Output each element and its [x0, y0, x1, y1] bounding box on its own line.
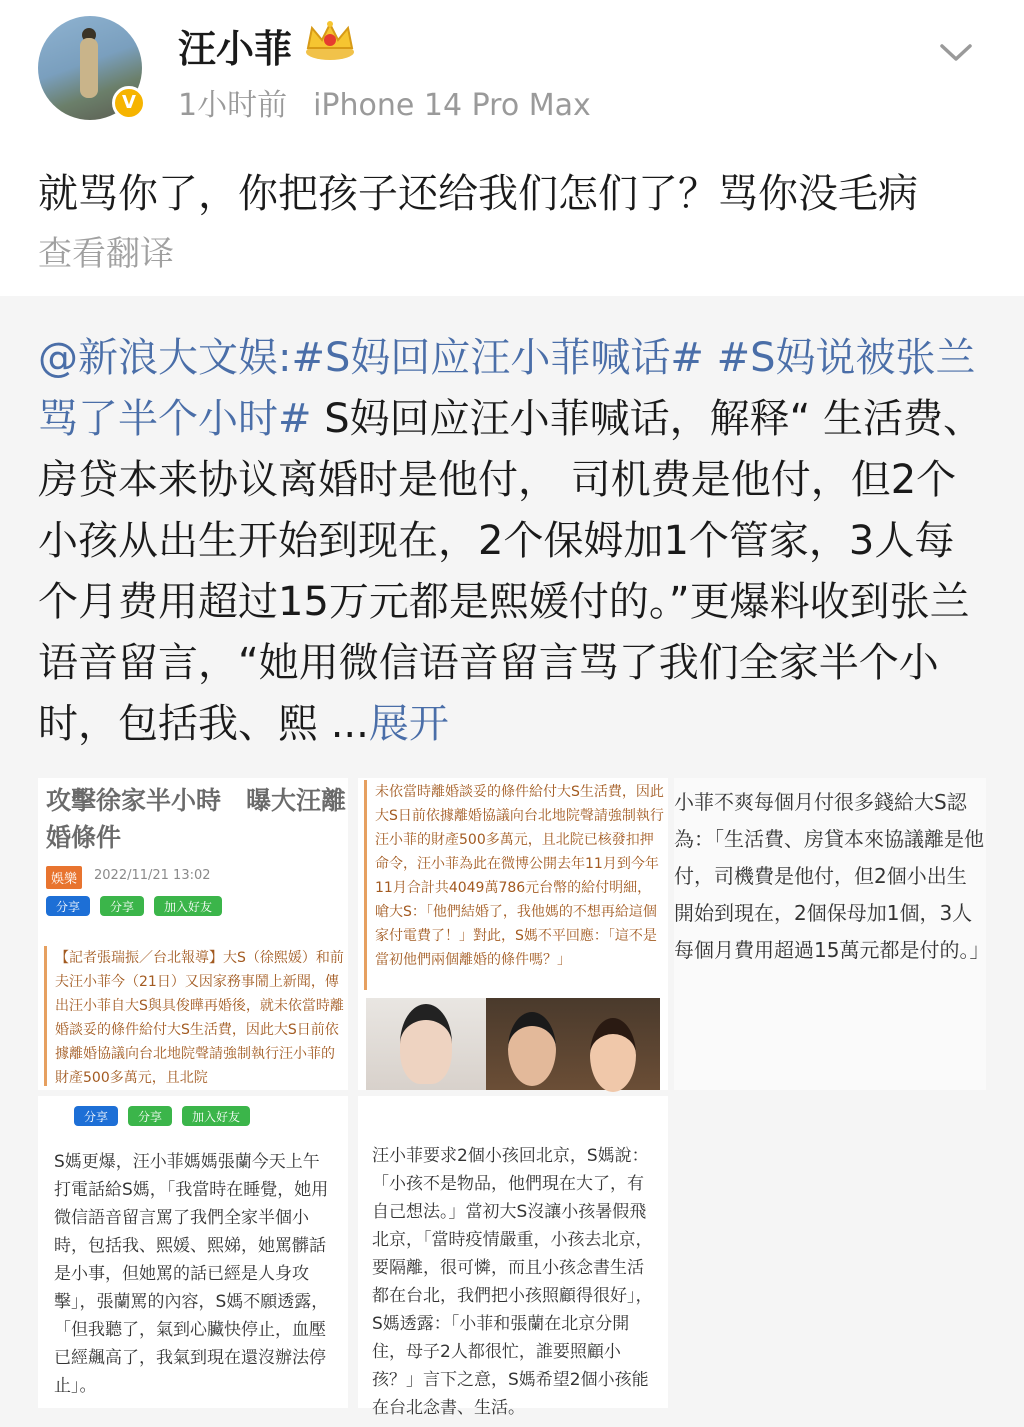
mention-link[interactable]: @新浪大文娱: [38, 335, 292, 381]
share-facebook-button: 分享 [46, 896, 90, 916]
translate-link[interactable]: 查看翻译 [38, 234, 174, 274]
news-photo [366, 998, 486, 1090]
news-quote: 【記者張瑞振／台北報導】大S（徐熙媛）和前夫汪小菲今（21日）又因家務事鬧上新聞，傳出汪小菲自大S與具俊曄再婚後，就未依當時離婚談妥的條件給付大S生活費，因此大S日前依據離婚協議向台北地院聲請強制執行汪小菲的財產500多萬元，且北院 [44, 946, 345, 1086]
username[interactable]: 汪小菲 [178, 27, 293, 71]
add-friend-button: 加入好友 [182, 1106, 250, 1126]
news-text: S媽更爆，汪小菲媽媽張蘭今天上午打電話給S媽，「我當時在睡覺，她用微信語音留言罵了我們全家半個小時，包括我、熙媛、熙娣，她罵髒話是小事，但她罵的話已經是人身攻擊」，張蘭罵的內容，S媽不願透露，「但我聽了，氣到心臟快停止，血壓已經飆高了，我氣到現在還沒辦法停止」。 [54, 1152, 329, 1396]
news-text: 汪小菲要求2個小孩回北京，S媽說：「小孩不是物品，他們現在大了，有自己想法。」當初大S沒讓小孩暑假飛北京，「當時疫情嚴重，小孩去北京，要隔離，很可憐，而且小孩念書生活都在台北，我們把小孩照顧得很好」，S媽透露：「小菲和張蘭在北京分開住，母子2人都很忙，誰要照顧小孩？」言下之意，S媽希望2個小孩能在台北念書、生活。 [372, 1146, 653, 1418]
news-image-3[interactable] [674, 778, 990, 1090]
hashtag-link[interactable]: #S妈说被张兰骂了半个小时# [38, 335, 976, 442]
expand-link[interactable]: 展开 [368, 701, 449, 747]
chevron-down-icon[interactable] [938, 40, 974, 64]
post-device: iPhone 14 Pro Max [313, 88, 591, 123]
add-friend-button: 加入好友 [154, 896, 222, 916]
news-image-2[interactable] [358, 778, 668, 1090]
news-text: 小菲不爽每個月付很多錢給大S認為：「生活費、房貸本來協議離是他付，司機費是他付，但2個小出生開始到現在，2個保母加1個，3人每個月費用超過15萬元都是付的。」 [674, 790, 990, 962]
news-photo [486, 998, 660, 1090]
repost-card[interactable] [0, 296, 1024, 1427]
category-tag: 娛樂 [46, 866, 82, 889]
verified-icon: V [112, 86, 146, 120]
repost-body: S妈回应汪小菲喊话，解释“ 生活费、房贷本来协议离婚时是他付， 司机费是他付，但2个小孩从出生开始到现在，2个保姆加1个管家，3人每个月费用超过15万元都是熙媛付的。”更爆料收到张兰语音留言，“她用微信语音留言骂了我们全家半个小时，包括我、熙 ... [38, 396, 984, 747]
hashtag-link[interactable]: #S妈回应汪小菲喊话# [291, 335, 704, 381]
crown-icon[interactable] [302, 18, 358, 62]
post-text: 就骂你了，你把孩子还给我们怎们了？骂你没毛病 [38, 171, 918, 217]
post-header [0, 0, 1024, 140]
share-facebook-button: 分享 [74, 1106, 118, 1126]
news-quote: 未依當時離婚談妥的條件給付大S生活費，因此大S日前依據離婚協議向台北地院聲請強制執行汪小菲的財產500多萬元，且北院已核發扣押命令，汪小菲為此在微博公開去年11月到今年11月合計共4049萬786元台幣的給付明細，嗆大S：「他們結婚了，我他媽的不想再給這個家付電費了！」對此，S媽不平回應：「這不是當初他們兩個離婚的條件嗎？」 [364, 780, 665, 990]
news-image-5[interactable] [358, 1096, 668, 1418]
repost-text [38, 328, 993, 755]
share-line-button: 分享 [128, 1106, 172, 1126]
news-headline: 攻擊徐家半小時 曝大汪離婚條件 [46, 786, 347, 852]
news-date: 2022/11/21 13:02 [94, 868, 211, 883]
share-line-button: 分享 [100, 896, 144, 916]
news-image-1[interactable] [38, 778, 348, 1090]
news-image-4[interactable] [38, 1096, 348, 1408]
post-meta [178, 80, 617, 124]
post-time: 1小时前 [178, 88, 288, 123]
